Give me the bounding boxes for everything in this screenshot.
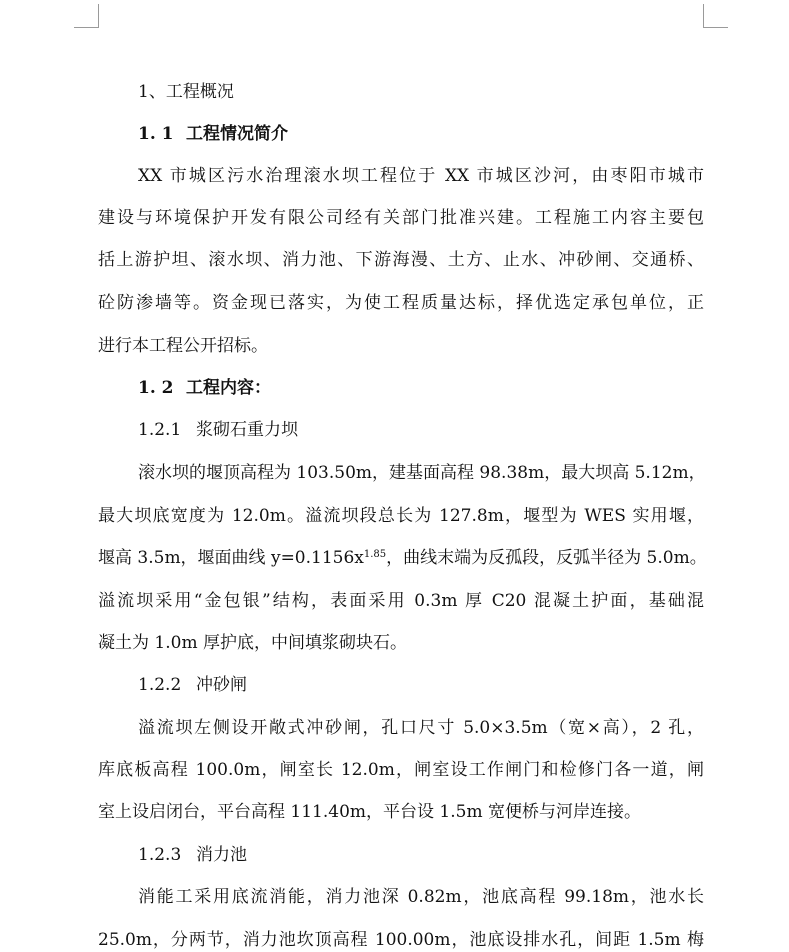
paragraph-line: 溢流坝采用“金包银”结构，表面采用 0.3m 厚 C20 混凝土护面，基础混 [98,591,704,611]
paragraph-line: 建设与环境保护开发有限公司经有关部门批准兴建。工程施工内容主要包 [98,208,704,228]
heading-number: 1. 2 [138,378,174,398]
heading-text: 工程情况简介 [186,124,288,144]
paragraph-line: 库底板高程 100.0m，闸室长 12.0m，闸室设工作闸门和检修门各一道，闸 [98,760,704,780]
heading-1-2-2 [138,673,704,697]
paragraph-line: 溢流坝左侧设开敞式冲砂闸，孔口尺寸 5.0×3.5m（宽×高），2 孔， [138,718,704,738]
formula-exponent: 1.85 [363,549,387,560]
formula-tail: ，曲线末端为反孤段，反弧半径为 5.0m。 [386,548,707,568]
heading-1-1 [138,122,704,146]
paragraph-line: 凝土为 1.0m 厚护底，中间填浆砌块石。 [98,633,407,653]
heading-text: 工程内容： [186,378,271,398]
paragraph-line: 滚水坝的堰顶高程为 103.50m，建基面高程 98.38m，最大坝高 5.12m， [138,463,706,483]
paragraph-line: 砼防渗墙等。资金现已落实，为使工程质量达标，择优选定承包单位，正 [98,293,704,313]
heading-number: 1.2.1 [138,420,182,440]
paragraph-line: 最大坝底宽度为 12.0m。溢流坝段总长为 127.8m，堰型为 WES 实用堰， [98,506,704,526]
heading-1-2-1 [138,418,704,442]
section-title: 1、工程概况 [138,82,234,102]
crop-mark-left-vertical [98,4,99,28]
heading-number: 1.2.3 [138,845,182,865]
crop-mark-right-vertical [703,4,704,28]
paragraph-line: 进行本工程公开招标。 [98,336,268,356]
heading-text: 消力池 [196,845,247,865]
paragraph-line [98,546,707,570]
heading-1-2-3 [138,843,704,867]
crop-mark-left-horizontal [74,27,99,28]
paragraph-line: 室上设启闭台，平台高程 111.40m，平台设 1.5m 宽便桥与河岸连接。 [98,802,641,822]
heading-text: 浆砌石重力坝 [196,420,298,440]
paragraph-line: 消能工采用底流消能，消力池深 0.82m，池底高程 99.18m，池水长 [138,887,704,907]
paragraph-line: 25.0m，分两节，消力池坎顶高程 100.00m，池底设排水孔，间距 1.5m 梅 [98,930,704,950]
crop-mark-right-horizontal [703,27,728,28]
heading-number: 1. 1 [138,124,174,144]
paragraph-line: XX 市城区污水治理滚水坝工程位于 XX 市城区沙河，由枣阳市城市 [138,166,704,186]
paragraph-line: 括上游护坦、滚水坝、消力池、下游海漫、土方、止水、冲砂闸、交通桥、 [98,250,704,270]
heading-text: 冲砂闸 [196,675,247,695]
heading-number: 1.2.2 [138,675,182,695]
heading-1-2 [138,376,704,400]
formula-text: 堰高 3.5m，堰面曲线 y=0.1156x [98,548,364,568]
